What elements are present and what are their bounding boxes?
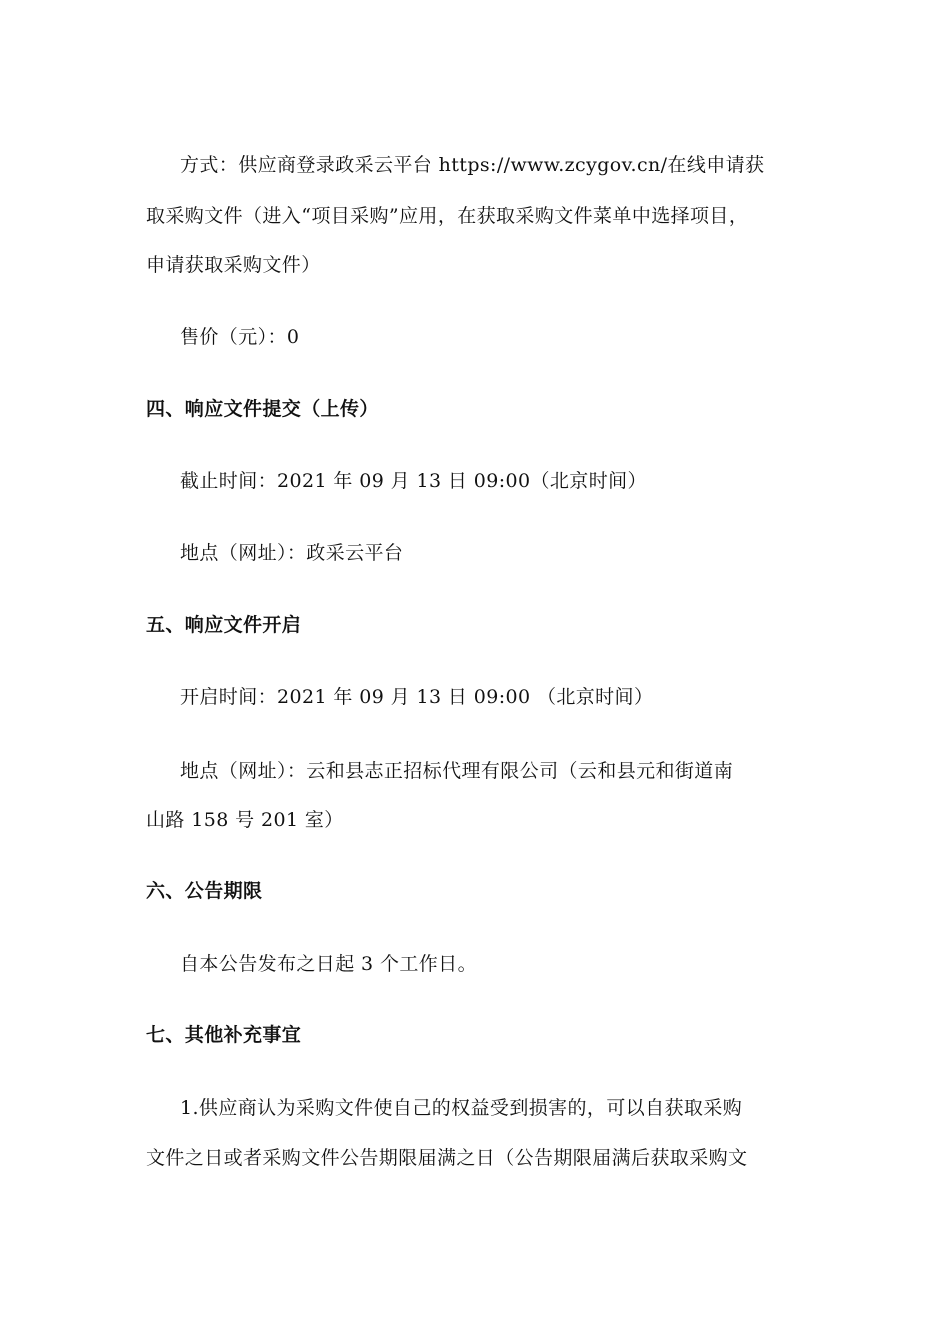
acquisition-method-line-2: 取采购文件（进入“项目采购”应用，在获取采购文件菜单中选择项目， — [146, 205, 749, 227]
section-7-heading: 七、其他补充事宜 — [146, 1024, 302, 1046]
section-5-heading: 五、响应文件开启 — [146, 614, 302, 636]
supplementary-item-1-line-2: 文件之日或者采购文件公告期限届满之日（公告期限届满后获取采购文 — [146, 1147, 748, 1169]
acquisition-method-line-1: 方式：供应商登录政采云平台 https://www.zcygov.cn/在线申请获 — [180, 154, 765, 176]
opening-location-line-1: 地点（网址）：云和县志正招标代理有限公司（云和县元和街道南 — [180, 760, 734, 782]
section-4-heading: 四、响应文件提交（上传） — [146, 398, 379, 420]
price-line: 售价（元）：0 — [180, 326, 300, 348]
submission-location-line: 地点（网址）：政采云平台 — [180, 542, 404, 564]
section-6-heading: 六、公告期限 — [146, 880, 263, 902]
supplementary-item-1-line-1: 1.供应商认为采购文件使自己的权益受到损害的，可以自获取采购 — [180, 1097, 743, 1119]
opening-time-line: 开启时间：2021 年 09 月 13 日 09:00 （北京时间） — [180, 686, 654, 708]
submission-deadline-line: 截止时间：2021 年 09 月 13 日 09:00（北京时间） — [180, 470, 647, 492]
notice-period-line: 自本公告发布之日起 3 个工作日。 — [180, 953, 477, 975]
opening-location-line-2: 山路 158 号 201 室） — [146, 809, 344, 831]
acquisition-method-line-3: 申请获取采购文件） — [146, 254, 321, 276]
